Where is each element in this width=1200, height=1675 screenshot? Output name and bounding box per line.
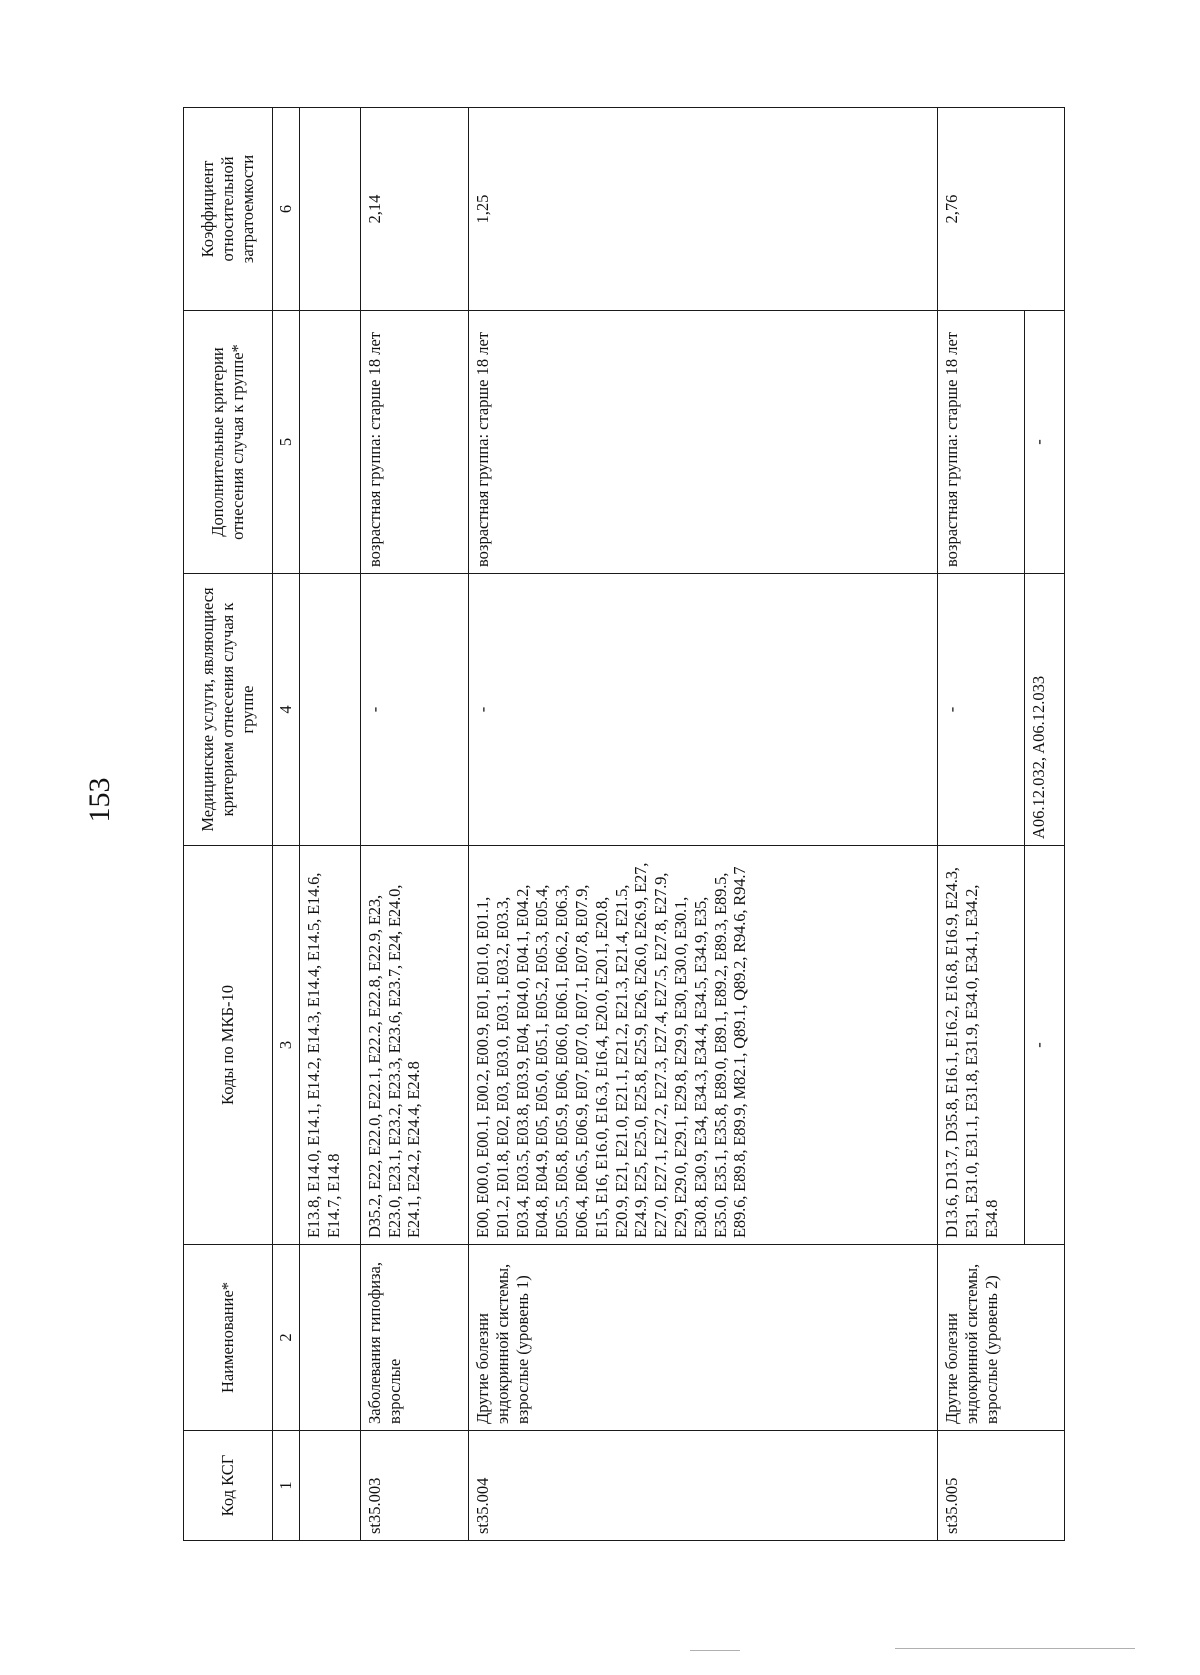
- scan-artifact-line: [690, 1650, 740, 1651]
- column-number: 4: [273, 574, 300, 846]
- name-cell: [300, 1245, 361, 1431]
- table-row-st35-004: [469, 108, 938, 1541]
- mkb-codes-cell: D35.2, E22, E22.0, E22.1, E22.2, E22.8, E22.9, E23, E23.0, E23.1, E23.2, E23.3, E23.6, E23.7, E24, E24.0, E24.1, E24.2, E24.4, E24.8: [360, 846, 468, 1245]
- column-number: 3: [273, 846, 300, 1245]
- table-row-continuation: [300, 108, 361, 1541]
- table-row-st35-005: [938, 108, 1025, 1541]
- table-row-st35-003: [360, 108, 468, 1541]
- column-number-row: [273, 108, 300, 1541]
- column-number: 6: [273, 108, 300, 311]
- coefficient-cell: [300, 108, 361, 311]
- column-number: 2: [273, 1245, 300, 1431]
- column-number: 5: [273, 311, 300, 574]
- services-cell: -: [938, 574, 1025, 846]
- name-cell: Заболевания гипофиза, взрослые: [360, 1245, 468, 1431]
- ksg-table: [183, 107, 1065, 1541]
- criteria-cell: возрастная группа: старше 18 лет: [469, 311, 938, 574]
- ksg-code-cell: st35.004: [469, 1431, 938, 1541]
- criteria-cell: [300, 311, 361, 574]
- ksg-table-container: [183, 108, 1065, 1541]
- header-mkb-codes: Коды по МКБ-10: [184, 846, 273, 1245]
- services-subcell: A06.12.032, A06.12.033: [1024, 574, 1064, 846]
- scan-artifact-line: [895, 1648, 1135, 1649]
- column-number: 1: [273, 1431, 300, 1541]
- services-cell: -: [360, 574, 468, 846]
- ksg-code-cell: [300, 1431, 361, 1541]
- coefficient-cell: 2,76: [938, 108, 1065, 311]
- services-cell: -: [469, 574, 938, 846]
- services-cell: [300, 574, 361, 846]
- criteria-cell: возрастная группа: старше 18 лет: [360, 311, 468, 574]
- criteria-cell: возрастная группа: старше 18 лет: [938, 311, 1025, 574]
- name-cell: Другие болезни эндокринной системы, взрослые (уровень 2): [938, 1245, 1065, 1431]
- mkb-codes-cell: D13.6, D13.7, D35.8, E16.1, E16.2, E16.8, E16.9, E24.3, E31, E31.0, E31.1, E31.8, E31.9, E34.0, E34.1, E34.2, E34.8: [938, 846, 1025, 1245]
- criteria-subcell: -: [1024, 311, 1064, 574]
- mkb-codes-subcell: -: [1024, 846, 1064, 1245]
- header-row: [184, 108, 273, 1541]
- coefficient-cell: 2,14: [360, 108, 468, 311]
- header-criteria: Дополнительные критерии отнесения случая к группе*: [184, 311, 273, 574]
- page-number: 153: [83, 777, 116, 823]
- mkb-codes-cell: E00, E00.0, E00.1, E00.2, E00.9, E01, E01.0, E01.1, E01.2, E01.8, E02, E03, E03.0, E03.1, E03.2, E03.3, E03.4, E03.5, E03.8, E03.9, E04, E04.0, E04.1, E04.2, E04.8, E04.9, E05, E05.0, E05.1, E05.2, E05.3, E05.4, E05.5, E05.8, E05.9, E06, E06.0, E06.1, E06.2, E06.3, E06.4, E06.5, E06.9, E07, E07.0, E07.1, E07.8, E07.9, E15, E16, E16.0, E16.3, E16.4, E20.0, E20.1, E20.8, E20.9, E21, E21.0, E21.1, E21.2, E21.3, E21.4, E21.5, E24.9, E25, E25.0, E25.8, E25.9, E26, E26.0, E26.9, E27, E27.0, E27.1, E27.2, E27.3, E27.4, E27.5, E27.8, E27.9, E29, E29.0, E29.1, E29.8, E29.9, E30, E30.0, E30.1, E30.8, E30.9, E34, E34.3, E34.4, E34.5, E34.9, E35, E35.0, E35.1, E35.8, E89.0, E89.1, E89.2, E89.3, E89.5, E89.6, E89.8, E89.9, M82.1, Q89.1, Q89.2, R94.6, R94.7: [469, 846, 938, 1245]
- name-cell: Другие болезни эндокринной системы, взрослые (уровень 1): [469, 1245, 938, 1431]
- ksg-code-cell: st35.005: [938, 1431, 1065, 1541]
- coefficient-cell: 1,25: [469, 108, 938, 311]
- header-ksg-code: Код КСГ: [184, 1431, 273, 1541]
- mkb-codes-cell: E13.8, E14.0, E14.1, E14.2, E14.3, E14.4, E14.5, E14.6, E14.7, E14.8: [300, 846, 361, 1245]
- header-services: Медицинские услуги, являющиеся критерием отнесения случая к группе: [184, 574, 273, 846]
- header-coefficient: Коэффициент относительной затратоемкости: [184, 108, 273, 311]
- header-name: Наименование*: [184, 1245, 273, 1431]
- ksg-code-cell: st35.003: [360, 1431, 468, 1541]
